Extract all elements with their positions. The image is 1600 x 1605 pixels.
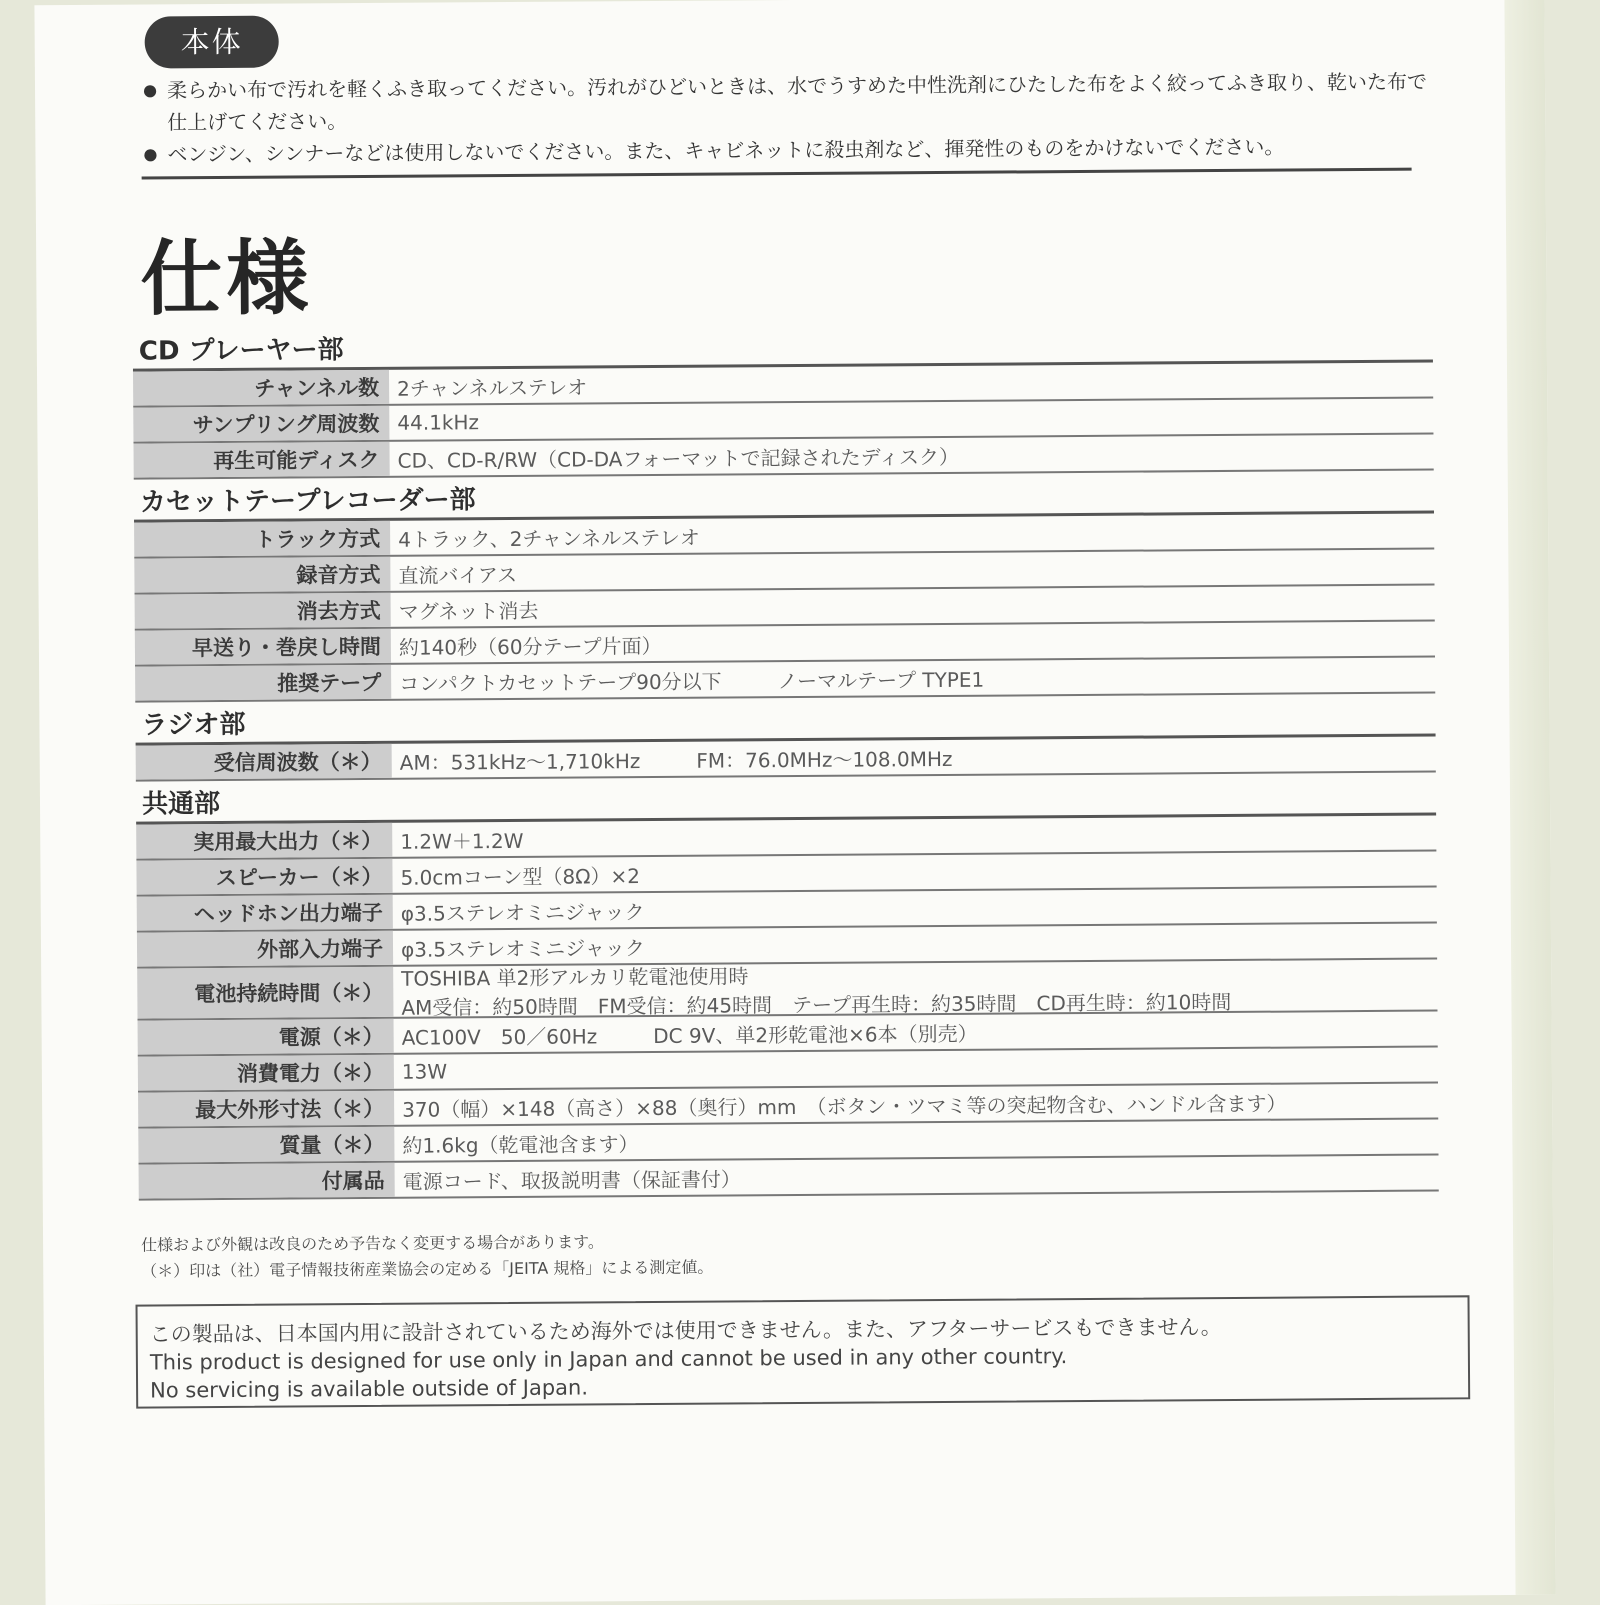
spec-value: φ3.5ステレオミニジャック	[400, 899, 645, 926]
spec-label: 録音方式	[134, 557, 390, 593]
spec-value: 直流バイアス	[398, 562, 518, 588]
spec-label: 最大外形寸法（＊）	[138, 1091, 394, 1127]
spec-label: 質量（＊）	[138, 1127, 394, 1163]
spec-label: 外部入力端子	[137, 931, 393, 967]
spec-value	[392, 737, 1436, 778]
spec-row	[139, 1156, 1439, 1201]
spec-table	[133, 326, 1439, 1201]
spec-label: 推奨テープ	[135, 665, 391, 701]
spec-label: 電源（＊）	[138, 1019, 394, 1055]
spec-label: 消費電力（＊）	[138, 1055, 394, 1091]
spec-label: スピーカー（＊）	[136, 859, 392, 895]
spec-value: 約140秒（60分テープ片面）	[398, 633, 662, 660]
spec-value	[394, 1012, 1438, 1053]
spec-label: 実用最大出力（＊）	[136, 823, 392, 859]
spec-value: 約1.6kg（乾電池含ます）	[402, 1131, 639, 1158]
spec-label: トラック方式	[134, 521, 390, 557]
spec-label: 早送り・巻戻し時間	[135, 629, 391, 665]
spec-value-part: FM：76.0MHz～108.0MHz	[696, 746, 953, 773]
spec-value: CD、CD-R/RW（CD-DAフォーマットで記録されたディスク）	[397, 444, 960, 473]
spec-value-part: DC 9V、単2形乾電池×6本（別売）	[653, 1021, 978, 1048]
note-line: （＊）印は（社）電子情報技術産業協会の定める「JEITA 規格」による測定値。	[141, 1257, 714, 1281]
section-title-common: 共通部	[136, 779, 1436, 825]
section-title-cd: CD プレーヤー部	[133, 326, 1433, 372]
spec-label: サンプリング周波数	[133, 406, 389, 442]
divider	[142, 168, 1412, 180]
care-instructions	[143, 66, 1434, 171]
spec-value: 1.2W＋1.2W	[400, 828, 524, 854]
spec-value-line: AM受信：約50時間 FM受信：約45時間 テープ再生時：約35時間 CD再生時：約10時間	[401, 989, 1232, 1020]
spec-value: 370（幅）×148（高さ）×88（奥行）mm （ボタン・ツマミ等の突起物含む、ハンドル含ます）	[402, 1091, 1287, 1122]
notice-line: No servicing is available outside of Japan.	[150, 1375, 589, 1403]
page-edge-shadow	[1504, 0, 1555, 1595]
domestic-use-notice	[136, 1295, 1471, 1408]
spec-value	[393, 960, 1437, 1020]
spec-value: 2チャンネルステレオ	[397, 374, 588, 401]
care-bullet: ● 柔らかい布で汚れを軽くふき取ってください。汚れがひどいときは、水でうすめた中性洗剤にひたした布をよく絞ってふき取り、乾いた布で仕上げてください。	[143, 66, 1433, 139]
page-title: 仕様	[140, 231, 313, 328]
spec-label: 電池持続時間（＊）	[137, 967, 393, 1019]
spec-value	[391, 658, 1435, 699]
note-line: 仕様および外観は改良のため予告なく変更する場合があります。	[141, 1232, 604, 1255]
spec-label: 消去方式	[135, 593, 391, 629]
spec-label: 受信周波数（＊）	[136, 744, 392, 780]
spec-value-part: ノーマルテープ TYPE1	[777, 667, 985, 693]
spec-value: 電源コード、取扱説明書（保証書付）	[402, 1166, 741, 1194]
spec-value-line: TOSHIBA 単2形アルカリ乾電池使用時	[401, 964, 749, 991]
spec-notes	[141, 1229, 713, 1285]
spec-row	[137, 960, 1437, 1021]
spec-value: マグネット消去	[398, 598, 539, 624]
spec-label: チャンネル数	[133, 370, 389, 406]
spec-label: 再生可能ディスク	[133, 442, 389, 478]
spec-value-part: AM：531kHz～1,710kHz	[399, 748, 641, 775]
spec-value: φ3.5ステレオミニジャック	[400, 935, 645, 962]
notice-line: この製品は、日本国内用に設計されているため海外では使用できません。また、アフターサービスもできません。	[149, 1315, 1222, 1347]
spec-label: 付属品	[139, 1163, 395, 1199]
section-title-cassette: カセットテープレコーダー部	[134, 477, 1434, 523]
notice-line: This product is designed for use only in Japan and cannot be used in any other country.	[149, 1344, 1068, 1375]
spec-value: 13W	[401, 1059, 448, 1084]
care-section-badge: 本体	[145, 16, 279, 69]
spec-value-part: AC100V 50／60Hz	[401, 1023, 598, 1050]
manual-page	[34, 0, 1555, 1605]
spec-value: 5.0cmコーン型（8Ω）×2	[400, 863, 640, 890]
spec-value: 4トラック、2チャンネルステレオ	[398, 525, 700, 552]
spec-label: ヘッドホン出力端子	[137, 895, 393, 931]
spec-value: 44.1kHz	[397, 410, 480, 435]
care-bullet: ● ベンジン、シンナーなどは使用しないでください。また、キャビネットに殺虫剤など、揮発性のものをかけないでください。	[143, 130, 1433, 171]
spec-value-part: コンパクトカセットテープ90分以下	[399, 669, 722, 696]
section-title-radio: ラジオ部	[135, 700, 1435, 746]
